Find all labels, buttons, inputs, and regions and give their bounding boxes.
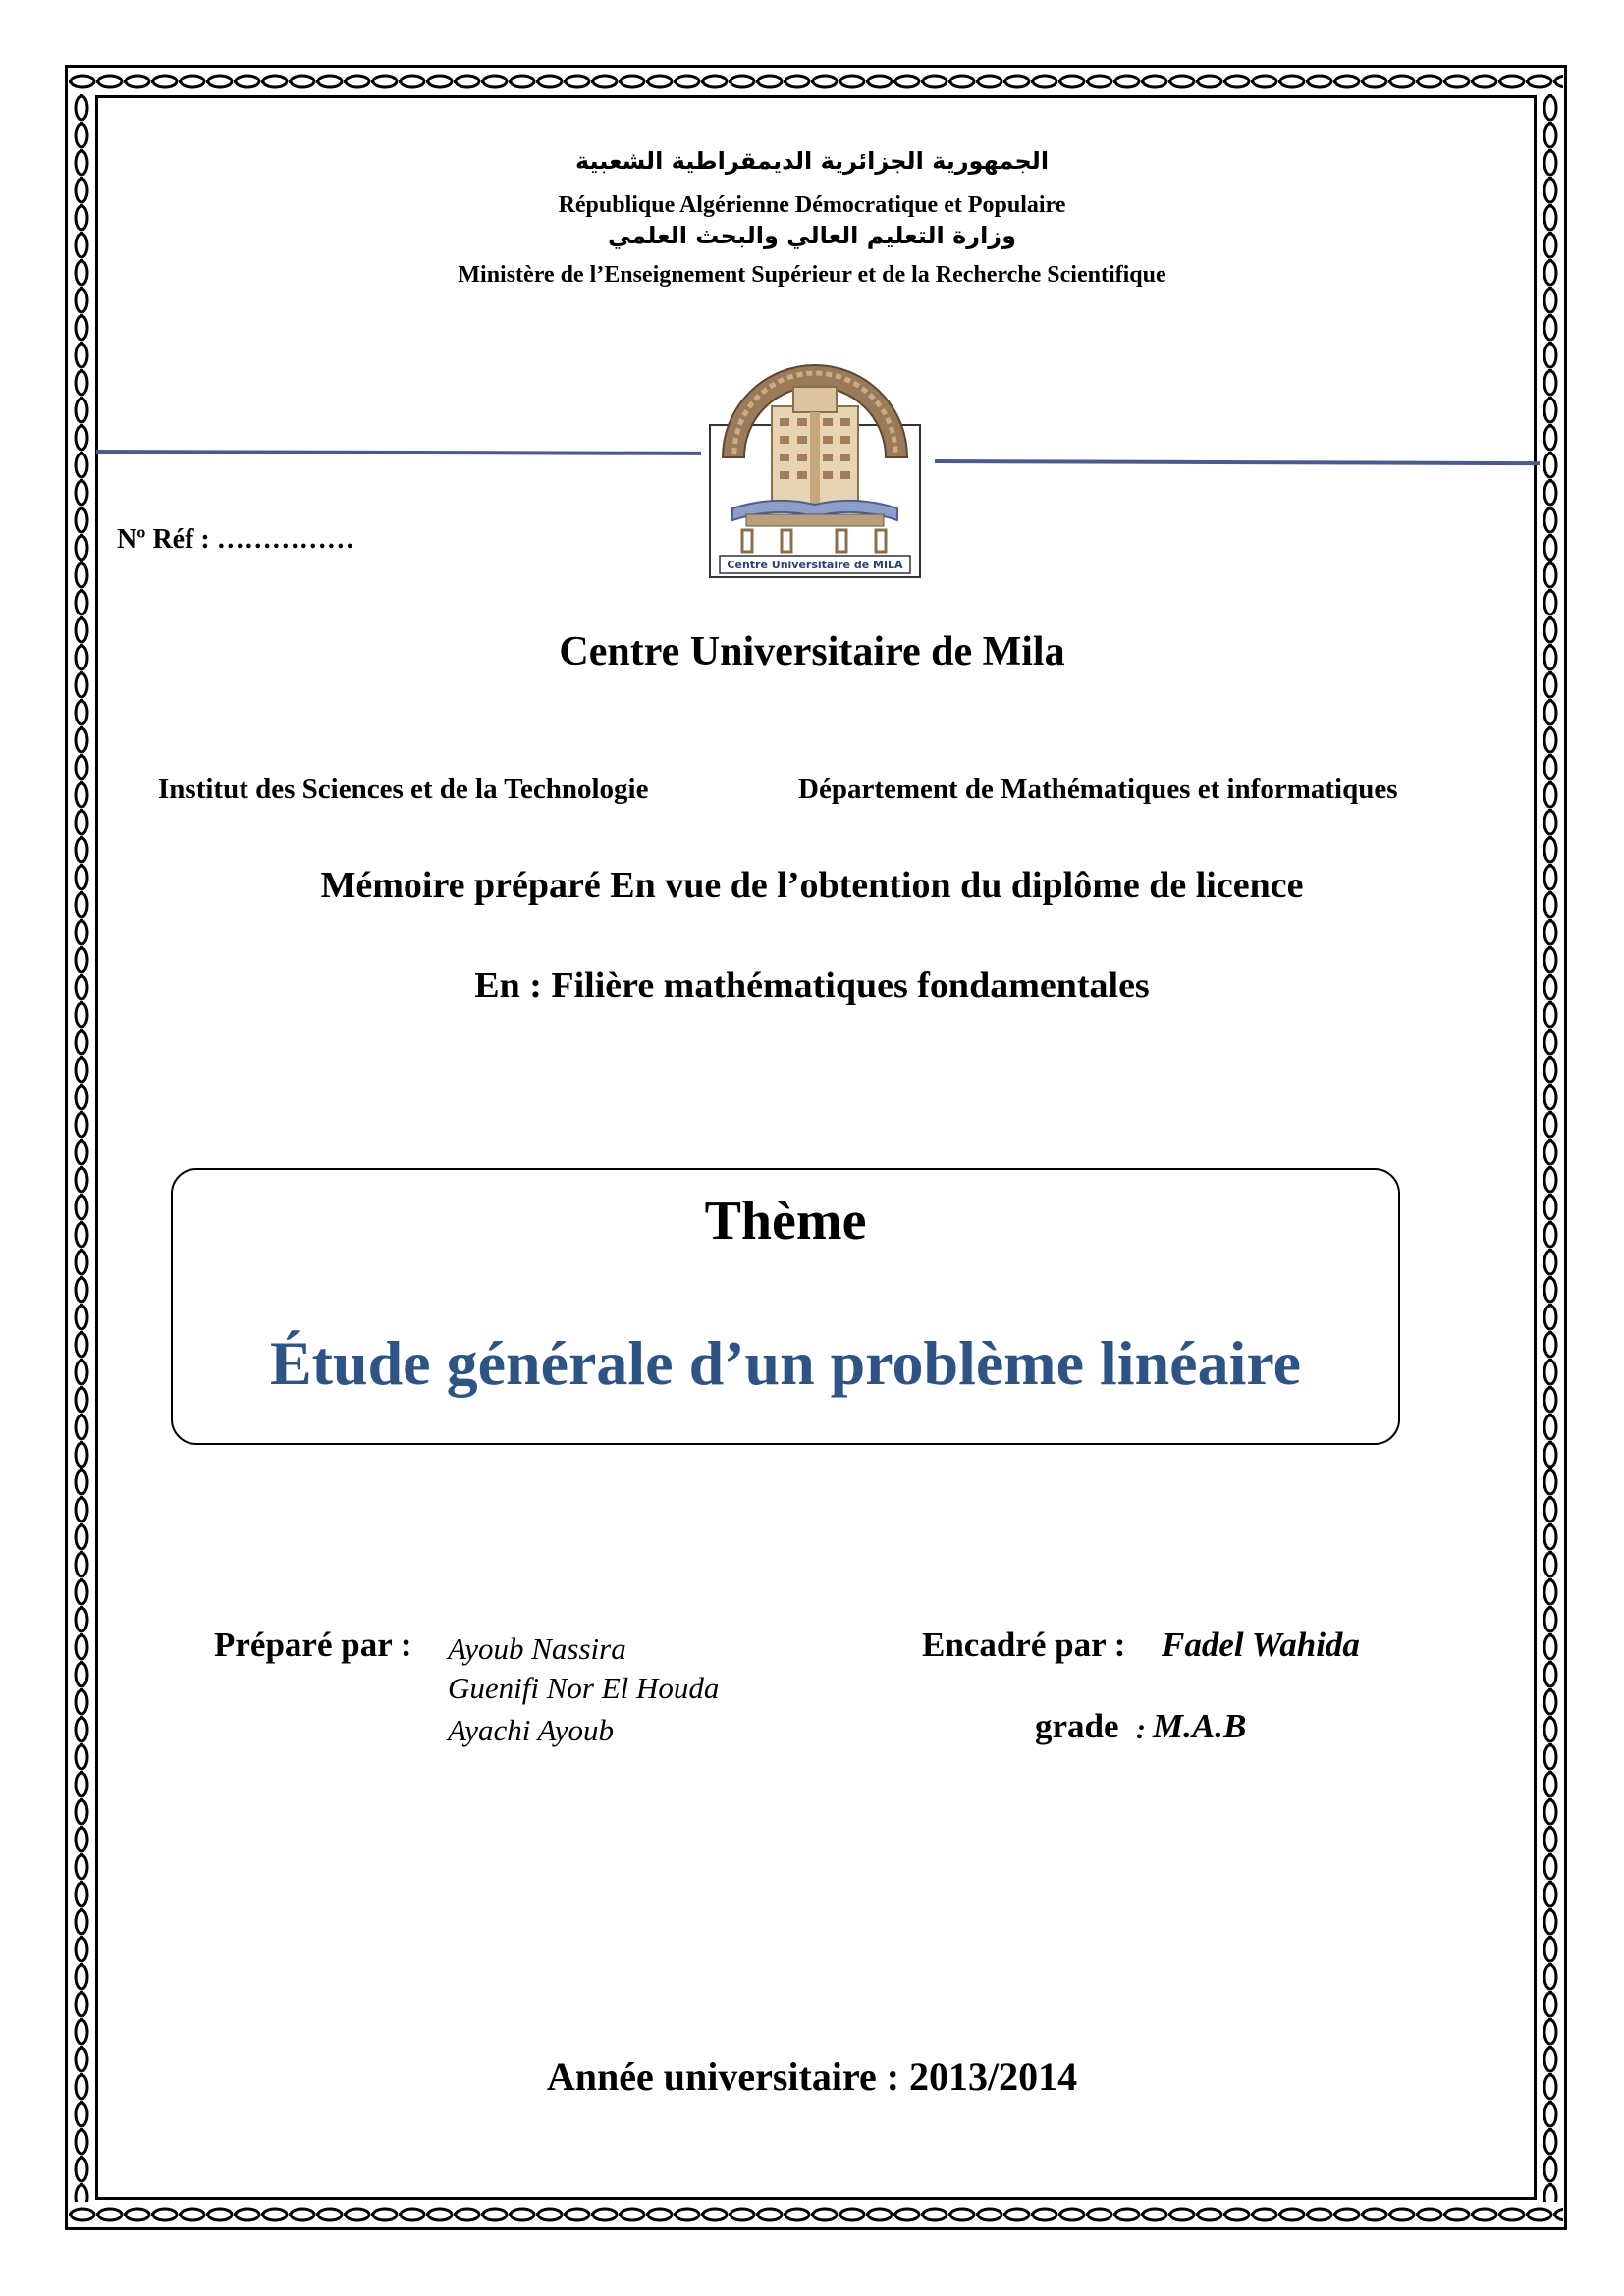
- supervisor-grade: M.A.B: [1153, 1707, 1247, 1745]
- ornamental-border-left: [69, 94, 94, 2202]
- prepared-by-label: Préparé par :: [214, 1626, 412, 1664]
- academic-year: Année universitaire : 2013/2014: [546, 2055, 1078, 2099]
- ornamental-border-bottom: [69, 2202, 1563, 2227]
- university-name: Centre Universitaire de Mila: [559, 629, 1065, 674]
- university-logo: [699, 347, 931, 580]
- author-name: Ayoub Nassira: [448, 1631, 626, 1666]
- arabic-ministry-heading: وزارة التعليم العالي والبحث العلمي: [607, 222, 1017, 249]
- supervisor-name: Fadel Wahida: [1162, 1626, 1360, 1664]
- ornamental-border-top: [69, 69, 1563, 94]
- supervised-by-label: Encadré par :: [922, 1626, 1126, 1664]
- author-name: Ayachi Ayoub: [448, 1713, 615, 1747]
- reference-number: Nº Réf : ……………: [117, 524, 354, 555]
- memoire-statement: Mémoire préparé En vue de l’obtention du diplôme de licence: [320, 865, 1304, 906]
- theme-label: Thème: [704, 1191, 867, 1252]
- republic-heading: République Algérienne Démocratique et Populaire: [558, 192, 1066, 218]
- ministry-heading: Ministère de l’Enseignement Supérieur et de la Recherche Scientifique: [458, 262, 1166, 288]
- theme-box: [171, 1168, 1400, 1445]
- grade-label: grade: [1035, 1707, 1119, 1745]
- department-name: Département de Mathématiques et informatiques: [798, 774, 1398, 805]
- ornamental-border-right: [1538, 94, 1563, 2202]
- author-name: Guenifi Nor El Houda: [448, 1671, 720, 1705]
- institute-name: Institut des Sciences et de la Technologie: [158, 774, 649, 805]
- arabic-republic-heading: الجمهورية الجزائرية الديمقراطية الشعبية: [574, 147, 1050, 175]
- grade-colon: :: [1136, 1713, 1146, 1745]
- logo-caption: Centre Universitaire de MILA: [727, 559, 903, 571]
- filiere-statement: En : Filière mathématiques fondamentales: [474, 965, 1150, 1006]
- thesis-title: Étude générale d’un problème linéaire: [269, 1328, 1302, 1398]
